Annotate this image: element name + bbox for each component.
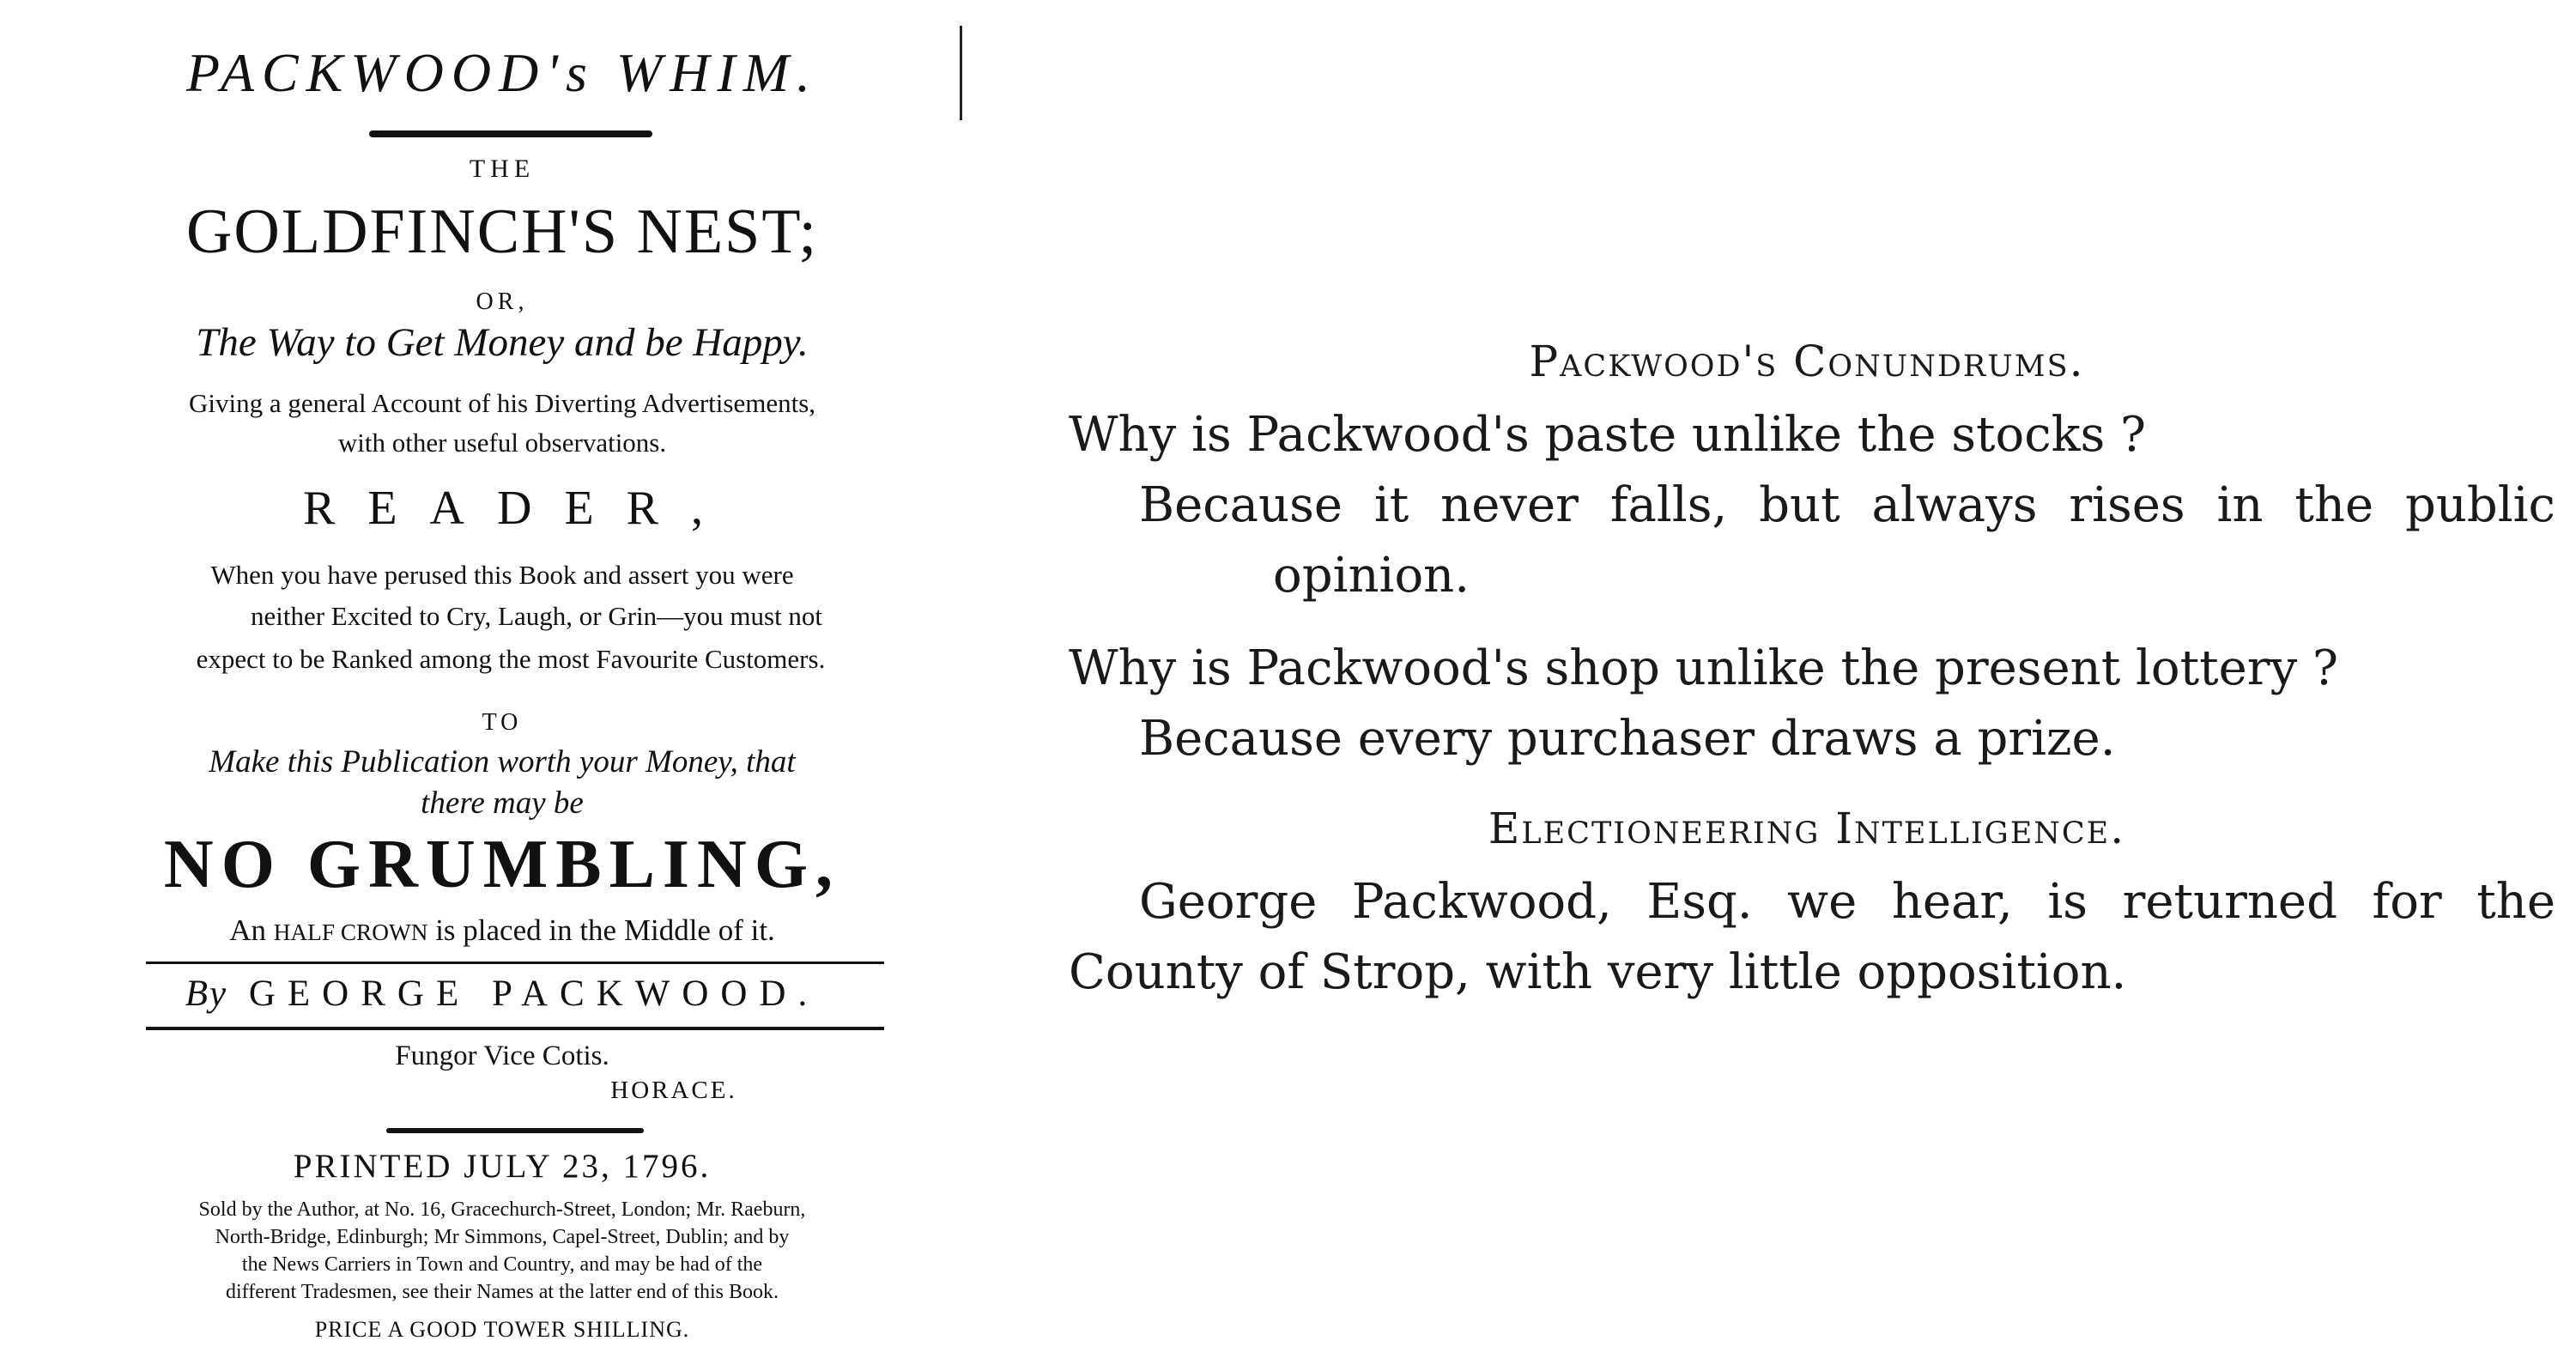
imprint-line-1: Sold by the Author, at No. 16, Gracechurch-Street, London; Mr. Raeburn,	[198, 1198, 806, 1221]
election-word: we	[1787, 874, 1858, 930]
title-page	[94, 0, 910, 1365]
purpose-line-2: there may be	[421, 786, 584, 821]
question-2: Why is Packwood's shop unlike the present lottery ?	[1069, 640, 2339, 696]
conundrums-page	[1069, 0, 2555, 1365]
answer-1-line-1	[1139, 477, 2555, 533]
election-text-line-1	[1139, 874, 2555, 930]
page-divider-mark	[960, 26, 962, 120]
imprint-line-3: the News Carriers in Town and Country, and may be had of the	[241, 1253, 763, 1276]
election-word: Esq.	[1646, 874, 1753, 930]
description-line-1: Giving a general Account of his Diverting Advertisements,	[188, 388, 816, 418]
answer-1-word: always	[1871, 477, 2038, 533]
half-crown-emphasis: HALF CROWN	[273, 919, 428, 945]
title-or: OR,	[476, 288, 529, 315]
answer-1-word: falls,	[1609, 477, 1728, 533]
election-word: for	[2372, 874, 2442, 930]
election-text-line-2: County of Strop, with very little opposition.	[1069, 944, 2127, 1000]
price-line: PRICE A GOOD TOWER SHILLING.	[314, 1317, 690, 1342]
motto: Fungor Vice Cotis.	[395, 1040, 609, 1071]
answer-1-word: Because	[1139, 477, 1343, 533]
to-heading: TO	[482, 709, 523, 736]
rule-above-author	[146, 962, 884, 964]
by-word: By	[185, 974, 228, 1014]
title-article: THE	[469, 155, 536, 183]
election-heading: Electioneering Intelligence.	[1488, 804, 2126, 853]
answer-1-word: the	[2294, 477, 2374, 533]
half-crown-line	[94, 913, 910, 948]
answer-1-word: in	[2216, 477, 2264, 533]
election-word: the	[2476, 874, 2555, 930]
description-line-2: with other useful observations.	[337, 428, 667, 458]
purpose-line-1: Make this Publication worth your Money, that	[209, 744, 796, 780]
rule-below-author	[146, 1027, 884, 1030]
ornamental-rule-lower	[386, 1128, 644, 1133]
answer-1-word: rises	[2069, 477, 2185, 533]
conundrums-heading: Packwood's Conundrums.	[1529, 337, 2085, 386]
imprint-line-2: North-Bridge, Edinburgh; Mr Simmons, Capel-Street, Dublin; and by	[215, 1226, 790, 1248]
imprint-date: PRINTED JULY 23, 1796.	[293, 1148, 712, 1185]
author-name: GEORGE PACKWOOD.	[248, 974, 820, 1014]
main-title: GOLDFINCH'S NEST;	[185, 197, 819, 267]
half-crown-prefix: An	[229, 913, 274, 947]
election-word: returned	[2122, 874, 2337, 930]
half-crown-suffix: is placed in the Middle of it.	[427, 913, 775, 947]
no-grumbling-heading: NO GRUMBLING,	[163, 827, 841, 902]
author-line	[94, 973, 910, 1015]
election-word: Packwood,	[1351, 874, 1612, 930]
ornamental-rule	[369, 130, 652, 137]
running-title: PACKWOOD's WHIM.	[185, 42, 819, 103]
subtitle: The Way to Get Money and be Happy.	[196, 320, 809, 365]
motto-attribution: HORACE.	[610, 1077, 737, 1104]
election-word: hear,	[1891, 874, 2013, 930]
answer-2: Because every purchaser draws a prize.	[1139, 711, 2116, 767]
answer-1-word: but	[1759, 477, 1840, 533]
election-word: George	[1139, 874, 1318, 930]
reader-note-line-3: expect to be Ranked among the most Favourite Customers.	[196, 644, 826, 674]
reader-heading: READER,	[303, 482, 736, 535]
answer-1-word: public	[2404, 477, 2555, 533]
imprint-line-4: different Tradesmen, see their Names at the latter end of this Book.	[225, 1281, 779, 1303]
election-word: is	[2047, 874, 2088, 930]
reader-note-line-2: neither Excited to Cry, Laugh, or Grin—you must not	[250, 601, 823, 631]
answer-1-line-2: opinion.	[1273, 548, 1470, 604]
reader-note-line-1: When you have perused this Book and assert you were	[210, 560, 794, 590]
answer-1-word: never	[1440, 477, 1579, 533]
question-1: Why is Packwood's paste unlike the stocks ?	[1069, 407, 2147, 463]
answer-1-word: it	[1373, 477, 1409, 533]
